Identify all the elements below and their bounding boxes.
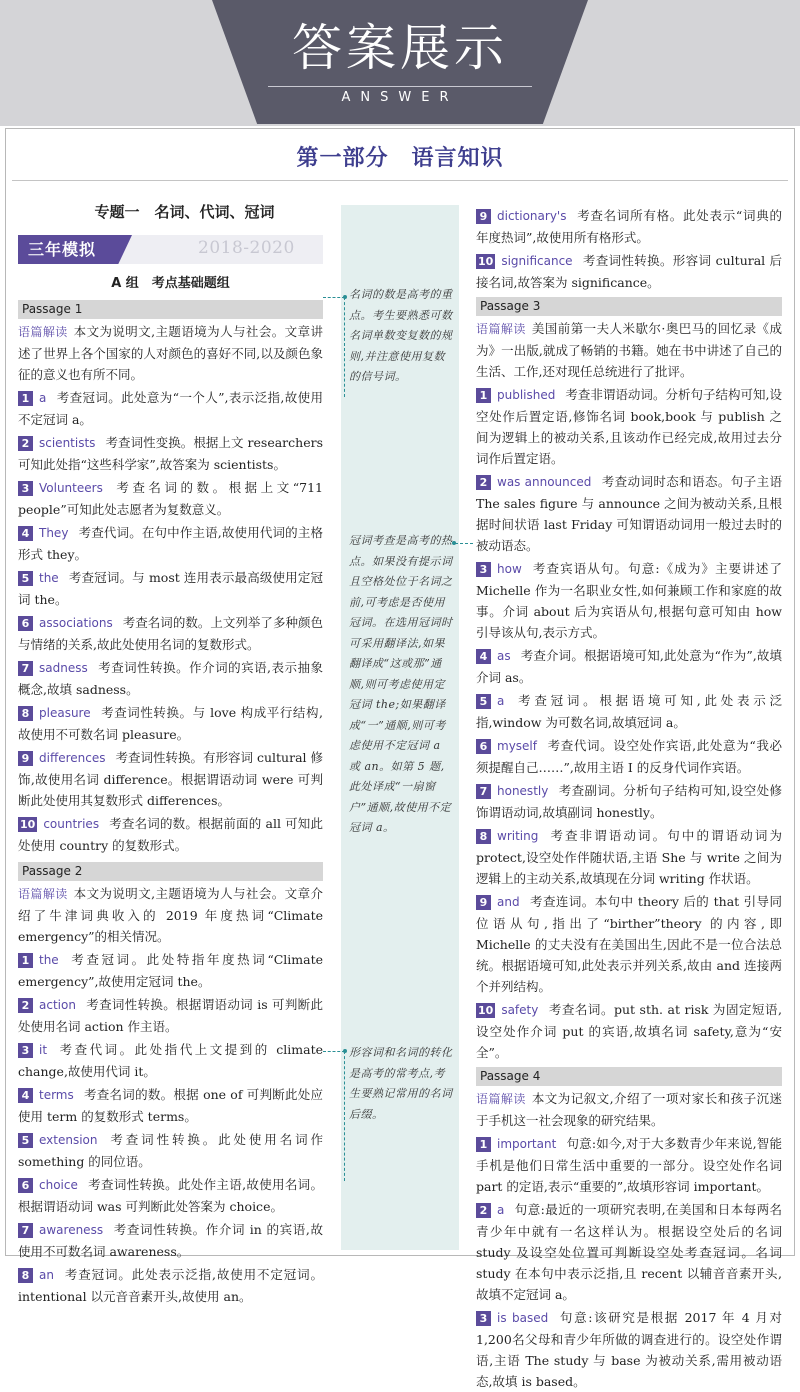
answer-word: They — [39, 526, 69, 540]
answer-explanation: 考查代词。此处指代上文提到的 climate change,故使用代词 it。 — [18, 1042, 323, 1079]
answer-number: 10 — [20, 818, 36, 831]
answer-word: important — [497, 1137, 557, 1151]
answer-item — [18, 1129, 323, 1172]
page-header — [0, 0, 800, 126]
answer-word: is based — [497, 1311, 549, 1325]
answer-number: 5 — [476, 694, 491, 709]
answer-item — [18, 702, 323, 745]
header-title: 答案展示 — [292, 19, 508, 77]
answer-item — [18, 567, 323, 610]
answer-explanation: 考查名词的数。上文列举了多种颜色与情绪的关系,故此处使用名词的复数形式。 — [18, 615, 323, 652]
answer-number: 1 — [18, 953, 33, 968]
answer-item — [18, 1084, 323, 1127]
passage-tag: 语篇解读 — [476, 322, 526, 336]
answer-word: published — [497, 388, 556, 402]
passage-tag: 语篇解读 — [476, 1092, 526, 1106]
answer-item — [476, 471, 782, 556]
answer-number: 4 — [476, 649, 491, 664]
answer-word: it — [39, 1043, 48, 1057]
answer-word: was announced — [497, 475, 592, 489]
passage-intro: 语篇解读 美国前第一夫人米歇尔·奥巴马的回忆录《成为》一出版,就成了畅销的书籍。她在书中讲述了自己的生活、工作,还对现任总统进行了批评。 — [476, 321, 782, 379]
answer-item — [18, 949, 323, 992]
note-connector-3 — [323, 1051, 345, 1181]
answer-item — [18, 387, 323, 430]
answer-item — [476, 735, 782, 778]
answer-word: as — [497, 649, 511, 663]
header-subtitle: ANSWER — [341, 90, 459, 105]
answer-item — [476, 205, 782, 248]
answer-item — [476, 645, 782, 688]
right-column — [476, 203, 782, 1392]
answer-word: terms — [39, 1088, 74, 1102]
answer-number: 9 — [476, 209, 491, 224]
answer-word: significance — [501, 254, 573, 268]
answer-explanation: 考查词性变换。根据上文 researchers 可知此处指“这些科学家”,故答案为 scientists。 — [18, 435, 323, 472]
answer-item — [476, 999, 782, 1063]
passage-tag: 语篇解读 — [18, 325, 68, 339]
note-marker-2 — [452, 541, 456, 545]
answer-explanation: 考查非谓语动词。句中的谓语动词为 protect,设空处作伴随状语,主语 She 与 write 之间为逻辑上的主动关系,故填现在分词 writing 作状语。 — [476, 828, 782, 886]
answer-item — [476, 384, 782, 469]
answer-item — [476, 1307, 782, 1392]
answer-number: 5 — [18, 1133, 33, 1148]
answer-word: awareness — [39, 1223, 104, 1237]
answer-explanation: 考查连词。本句中 theory 后的 that 引导同位语从句,指出了“birther”theory 的内容,即 Michelle 的丈夫没有在美国出生,因此不是一位合法总统。根据语境可知,此处表示并列关系,故由 and 连接两个并列结构。 — [476, 894, 782, 994]
topic-title: 专题一 名词、代词、冠词 — [94, 203, 275, 221]
answer-explanation: 考查名词的数。根据前面的 all 可知此处使用 country 的复数形式。 — [18, 816, 323, 853]
answer-number: 3 — [476, 1311, 491, 1326]
answer-word: a — [497, 1203, 505, 1217]
part-title: 第一部分 语言知识 — [296, 146, 504, 171]
answer-number: 10 — [478, 1004, 494, 1017]
answer-word: pleasure — [39, 706, 91, 720]
answer-explanation: 考查名词所有格。此处表示“词典的年度热词”,故使用所有格形式。 — [476, 208, 782, 245]
answer-explanation: 考查动词时态和语态。句子主语 The sales figure 与 announce 之间为被动关系,且根据时间状语 last Friday 可知谓语动词用一般过去时的被动语态。 — [476, 474, 782, 553]
passage-header: Passage 1 — [18, 300, 323, 319]
header-divider — [268, 86, 532, 87]
passage-intro: 语篇解读 本文为记叙文,介绍了一项对家长和孩子沉迷于手机这一社会现象的研究结果。 — [476, 1091, 782, 1128]
answer-number: 3 — [18, 1043, 33, 1058]
answer-number: 6 — [476, 739, 491, 754]
answer-explanation: 考查冠词。此处特指年度热词“Climate emergency”,故使用定冠词 the。 — [18, 952, 323, 989]
notes-column — [341, 205, 459, 1250]
answer-explanation: 考查词性转换。形容词 cultural 后接名词,故答案为 significance。 — [476, 253, 782, 290]
answer-explanation: 考查冠词。与 most 连用表示最高级使用定冠词 the。 — [18, 570, 323, 607]
answer-number: 8 — [18, 1268, 33, 1283]
answer-number: 10 — [478, 255, 494, 268]
answer-item — [476, 1199, 782, 1305]
answer-item — [18, 1219, 323, 1262]
answer-number: 8 — [476, 829, 491, 844]
answer-number: 9 — [18, 751, 33, 766]
answer-explanation: 考查非谓语动词。分析句子结构可知,设空处作后置定语,修饰名词 book,book 与 publish 之间为逻辑上的被动关系,且该动作已经完成,故用过去分词作后置定语。 — [476, 387, 782, 466]
answer-item — [476, 690, 782, 733]
section-band — [18, 235, 323, 264]
answer-number: 4 — [18, 526, 33, 541]
answer-word: choice — [39, 1178, 78, 1192]
answer-word: a — [497, 694, 505, 708]
margin-note-1: 名词的数是高考的重点。考生要熟悉可数名词单数变复数的规则,并注意使用复数的信号词。 — [349, 288, 453, 383]
answer-item — [18, 522, 323, 565]
answer-item — [476, 1133, 782, 1197]
answer-number: 3 — [476, 562, 491, 577]
answer-explanation: 句意:该研究是根据 2017 年 4 月对 1,200名父母和青少年所做的调查进行的。设空处作谓语,主语 The study 与 base 为被动关系,需用被动语态,故填 is based。 — [476, 1310, 783, 1389]
answer-word: extension — [39, 1133, 98, 1147]
answer-explanation: 考查冠词。根据语境可知,此处表示泛指,window 为可数名词,故填冠词 a。 — [476, 693, 782, 730]
answer-number: 7 — [476, 784, 491, 799]
answer-item — [476, 891, 782, 997]
answer-explanation: 考查名词。put sth. at risk 为固定短语,设空处作介词 put 的宾语,故填名词 safety,意为“安全”。 — [476, 1002, 782, 1060]
answer-explanation: 考查词性转换。有形容词 cultural 修饰,故使用名词 difference。根据谓语动词 were 可判断此处使用其复数形式 differences。 — [18, 750, 323, 808]
answer-explanation: 考查词性转换。根据谓语动词 is 可判断此处使用名词 action 作主语。 — [18, 997, 323, 1034]
answer-word: an — [39, 1268, 54, 1282]
answer-number: 8 — [18, 706, 33, 721]
answer-explanation: 考查冠词。此处意为“一个人”,表示泛指,故使用不定冠词 a。 — [18, 390, 323, 427]
answer-item — [18, 657, 323, 700]
band-label: 三年模拟 — [28, 240, 97, 259]
answer-item — [18, 432, 323, 475]
passage-tag: 语篇解读 — [18, 887, 68, 901]
note-connector-2 — [455, 543, 473, 544]
answer-item — [18, 1264, 323, 1307]
answer-explanation: 考查词性转换。此处使用名词作 something 的同位语。 — [18, 1132, 323, 1169]
answer-number: 7 — [18, 661, 33, 676]
answer-word: sadness — [39, 661, 88, 675]
answer-number: 7 — [18, 1223, 33, 1238]
answer-word: dictionary's — [497, 209, 567, 223]
answer-item — [18, 1174, 323, 1217]
answer-number: 5 — [18, 571, 33, 586]
answer-number: 2 — [476, 475, 491, 490]
answer-word: a — [39, 391, 47, 405]
answer-word: the — [39, 571, 59, 585]
answer-word: and — [497, 895, 520, 909]
answer-explanation: 考查宾语从句。句意:《成为》主要讲述了 Michelle 作为一名职业女性,如何兼顾工作和家庭的故事。介词 about 后为宾语从句,根据句意可知由 how 引导该从句,表示方式。 — [476, 561, 782, 640]
answer-number: 6 — [18, 616, 33, 631]
answer-item — [476, 780, 782, 823]
answer-number: 4 — [18, 1088, 33, 1103]
answer-number: 2 — [18, 998, 33, 1013]
answer-item — [18, 747, 323, 811]
answer-number: 2 — [18, 436, 33, 451]
passage-header: Passage 4 — [476, 1067, 782, 1086]
answer-item — [18, 1039, 323, 1082]
answer-explanation: 考查名词的数。根据上文“711 people”可知此处志愿者为复数意义。 — [18, 480, 323, 517]
answer-explanation: 考查代词。在句中作主语,故使用代词的主格形式 they。 — [18, 525, 323, 562]
answer-explanation: 考查名词的数。根据 one of 可判断此处应使用 term 的复数形式 terms。 — [18, 1087, 323, 1124]
answer-word: myself — [497, 739, 537, 753]
answer-word: associations — [39, 616, 113, 630]
answer-word: action — [39, 998, 76, 1012]
answer-explanation: 考查介词。根据语境可知,此处意为“作为”,故填介词 as。 — [476, 648, 782, 685]
answer-number: 9 — [476, 895, 491, 910]
answer-word: safety — [501, 1003, 539, 1017]
answer-explanation: 考查冠词。此处表示泛指,故使用不定冠词。intentional 以元音音素开头,故使用 an。 — [18, 1267, 323, 1304]
passage-intro: 语篇解读 本文为说明文,主题语境为人与社会。文章讲述了世界上各个国家的人对颜色的喜好不同,以及颜色象征的意义也有所不同。 — [18, 324, 323, 382]
margin-note-2: 冠词考查是高考的热点。如果没有提示词且空格处位于名词之前,可考虑是否使用冠词。在选用冠词时可采用翻译法,如果翻译成“这或那”通顺,则可考虑使用定冠词 the;如果翻译成“一”通顺,则可考虑使用不定冠词 a 或 an。如第 5 题,此处译成“一扇窗户”通顺,故使用不定冠词 a。 — [349, 534, 453, 834]
left-column — [18, 200, 323, 1307]
answer-number: 6 — [18, 1178, 33, 1193]
answer-explanation: 句意:如今,对于大多数青少年来说,智能手机是他们日常生活中重要的一部分。设空处作名词 part 的定语,表示“重要的”,故填形容词 important。 — [476, 1136, 782, 1194]
answer-explanation: 考查词性转换。作介词 in 的宾语,故使用不可数名词 awareness。 — [18, 1222, 323, 1259]
answer-explanation: 考查副词。分析句子结构可知,设空处修饰谓语动词,故填副词 honestly。 — [476, 783, 782, 820]
part-divider — [12, 180, 788, 181]
answer-word: how — [497, 562, 522, 576]
answer-item — [476, 558, 782, 643]
answer-number: 2 — [476, 1203, 491, 1218]
answer-item — [476, 825, 782, 889]
margin-note-3: 形容词和名词的转化是高考的常考点,考生要熟记常用的名词后缀。 — [349, 1046, 453, 1121]
answer-word: scientists — [39, 436, 96, 450]
answer-number: 3 — [18, 481, 33, 496]
answer-item — [18, 813, 323, 856]
answer-item — [18, 994, 323, 1037]
answer-word: differences — [39, 751, 106, 765]
band-years: 2018-2020 — [198, 238, 295, 258]
passage-header: Passage 3 — [476, 297, 782, 316]
answer-explanation: 考查词性转换。作介词的宾语,表示抽象概念,故填 sadness。 — [18, 660, 323, 697]
answer-number: 1 — [476, 388, 491, 403]
answer-word: writing — [497, 829, 539, 843]
answer-item — [476, 250, 782, 293]
answer-explanation: 考查代词。设空处作宾语,此处意为“我必须提醒自己……”,故用主语 I 的反身代词作宾语。 — [476, 738, 782, 775]
note-marker-3 — [343, 1049, 347, 1053]
answer-explanation: 考查词性转换。此处作主语,故使用名词。根据谓语动词 was 可判断此处答案为 choice。 — [18, 1177, 323, 1214]
answer-word: the — [39, 953, 59, 967]
note-marker-1 — [343, 295, 347, 299]
passage-header: Passage 2 — [18, 862, 323, 881]
answer-word: Volunteers — [39, 481, 103, 495]
answer-word: countries — [43, 817, 100, 831]
answer-explanation: 句意:最近的一项研究表明,在美国和日本每两名青少年中就有一名这样认为。根据设空处后的名词 study 及设空处位置可判断设空处考查冠词。名词 study 在本句中表示泛指,且 recent 以辅音音素开头,故填不定冠词 a。 — [476, 1202, 782, 1302]
answer-word: honestly — [497, 784, 549, 798]
answer-item — [18, 612, 323, 655]
answer-explanation: 考查词性转换。与 love 构成平行结构,故使用不可数名词 pleasure。 — [18, 705, 323, 742]
answer-number: 1 — [18, 391, 33, 406]
note-connector-1 — [323, 297, 345, 397]
answer-item — [18, 477, 323, 520]
group-title: A 组 考点基础题组 — [111, 276, 230, 291]
answer-number: 1 — [476, 1137, 491, 1152]
passage-intro: 语篇解读 本文为说明文,主题语境为人与社会。文章介绍了牛津词典收入的 2019 年度热词“Climate emergency”的相关情况。 — [18, 886, 323, 944]
